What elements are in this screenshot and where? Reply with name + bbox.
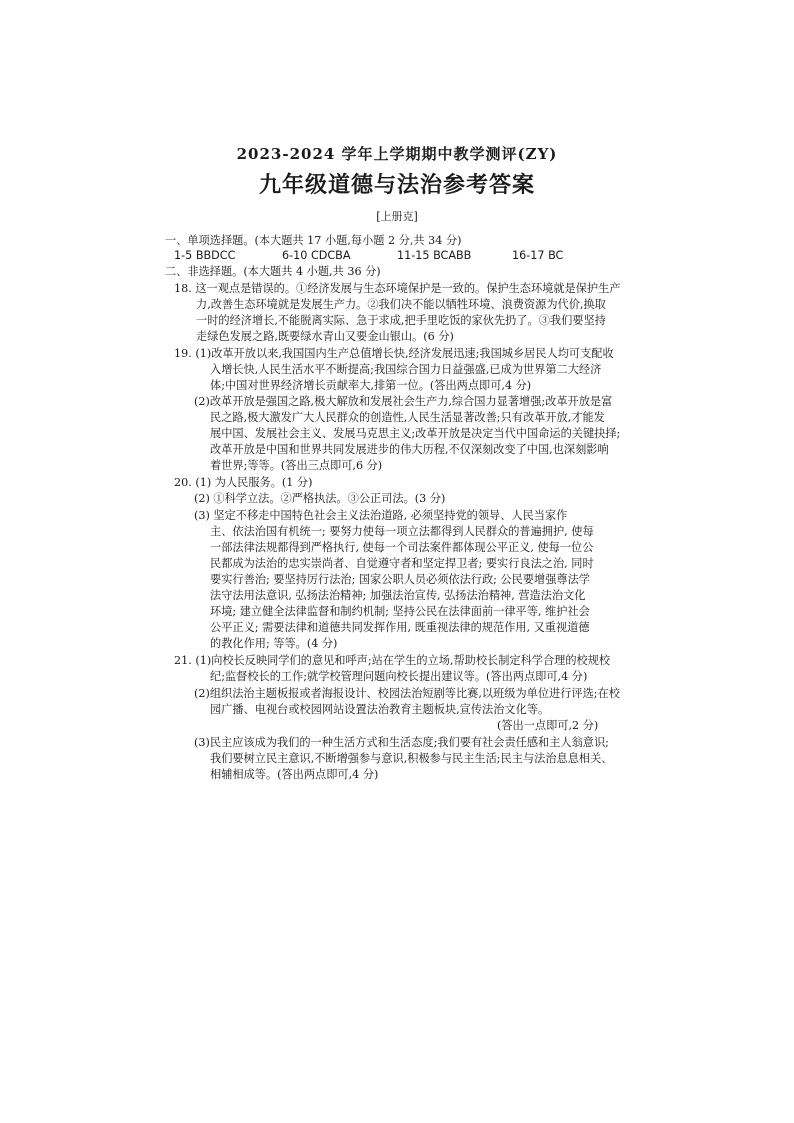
- q19-line: 民之路,极大激发广大人民群众的创造性,人民生活显著改善;只有改革开放,才能发: [210, 411, 605, 424]
- answer-group-1: 1-5 BBDCC: [174, 249, 236, 262]
- q19-line: (2)改革开放是强国之路,极大解放和发展社会生产力,综合国力显著增强;改革开放是富: [194, 395, 613, 408]
- q20-line: 法守法用法意识, 弘扬法治精神; 加强法治宣传, 弘扬法治精神, 营造法治文化: [210, 589, 586, 602]
- q19-line: 19. (1)改革开放以来,我国国内生产总值增长快,经济发展迅速;我国城乡居民人均可支配收: [174, 347, 614, 360]
- q21-line: 园广播、电视台或校园网站设置法治教育主题板块,宣传法治文化等。: [210, 703, 550, 716]
- q20-line: 的教化作用; 等等。(4 分): [210, 637, 338, 650]
- q21-line: 21. (1)向校长反映同学们的意见和呼声;站在学生的立场,帮助校长制定科学合理的校规校: [174, 654, 611, 667]
- answer-group-2: 6-10 CDCBA: [282, 249, 351, 262]
- q21-line: (2)组织法治主题板报或者海报设计、校园法治短剧等比赛,以班级为单位进行评选;在校: [194, 687, 620, 700]
- section-1-heading: 一、单项选择题。(本大题共 17 小题,每小题 2 分,共 34 分): [165, 234, 462, 247]
- q19-line: 展中国、发展社会主义、发展马克思主义;改革开放是决定当代中国命运的关键抉择;: [210, 427, 621, 440]
- q18-line: 18. 这一观点是错误的。①经济发展与生态环境保护是一致的。保护生态环境就是保护生产: [174, 282, 621, 295]
- edition-label: [上册克]: [376, 210, 418, 223]
- q20-line: (3) 坚定不移走中国特色社会主义法治道路, 必须坚持党的领导、人民当家作: [194, 509, 568, 522]
- section-2-heading: 二、非选择题。(本大题共 4 小题,共 36 分): [165, 265, 381, 278]
- q18-line: 力,改善生态环境就是发展生产力。②我们决不能以牺牲环境、浪费资源为代价,换取: [196, 298, 606, 311]
- exam-title: 2023-2024 学年上学期期中教学测评(ZY): [236, 145, 558, 163]
- q20-line: 要实行善治; 要坚持厉行法治; 国家公职人员必须依法行政; 公民要增强尊法学: [210, 573, 590, 586]
- q21-line: (答出一点即可,2 分): [497, 719, 599, 732]
- answer-group-4: 16-17 BC: [512, 249, 564, 262]
- q21-line: (3)民主应该成为我们的一种生活方式和生活态度;我们要有社会责任感和主人翁意识;: [194, 736, 609, 749]
- q19-line: 改革开放是中国和世界共同发展进步的伟大历程,不仅深刻改变了中国,也深刻影响: [210, 443, 609, 456]
- q20-line: 环境; 建立健全法律监督和制约机制; 坚持公民在法律面前一律平等, 维护社会: [210, 605, 590, 618]
- q20-line: 主、依法治国有机统一; 要努力使每一项立法都得到人民群众的普遍拥护, 使每: [210, 525, 594, 538]
- document-title: 九年级道德与法治参考答案: [258, 172, 535, 198]
- q18-line: 走绿色发展之路,既要绿水青山又要金山银山。(6 分): [196, 330, 454, 343]
- q20-line: (2) ①科学立法。②严格执法。③公正司法。(3 分): [194, 492, 446, 505]
- q19-line: 体;中国对世界经济增长贡献率大,排第一位。(答出两点即可,4 分): [210, 379, 532, 392]
- q20-line: 民都成为法治的忠实崇尚者、自觉遵守者和坚定捍卫者; 要实行良法之治, 同时: [210, 557, 594, 570]
- q19-line: 着世界;等等。(答出三点即可,6 分): [210, 459, 383, 472]
- q19-line: 入增长快,人民生活水平不断提高;我国综合国力日益强盛,已成为世界第二大经济: [210, 363, 602, 376]
- q20-line: 一部法律法规都得到严格执行, 使每一个司法案件都体现公平正义, 使每一位公: [210, 541, 594, 554]
- q20-line: 公平正义; 需要法律和道德共同发挥作用, 既重视法律的规范作用, 又重视道德: [210, 621, 590, 634]
- q21-line: 纪;监督校长的工作;就学校管理问题向校长提出建议等。(答出两点即可,4 分): [210, 670, 588, 683]
- answer-group-3: 11-15 BCABB: [397, 249, 472, 262]
- q18-line: 一时的经济增长,不能脱离实际、急于求成,把手里吃饭的家伙先扔了。③我们要坚持: [196, 314, 606, 327]
- q21-line: 我们要树立民主意识,不断增强参与意识,积极参与民主生活;民主与法治息息相关、: [210, 752, 613, 765]
- q21-line: 相辅相成等。(答出两点即可,4 分): [210, 768, 379, 781]
- q20-line: 20. (1) 为人民服务。(1 分): [174, 476, 313, 489]
